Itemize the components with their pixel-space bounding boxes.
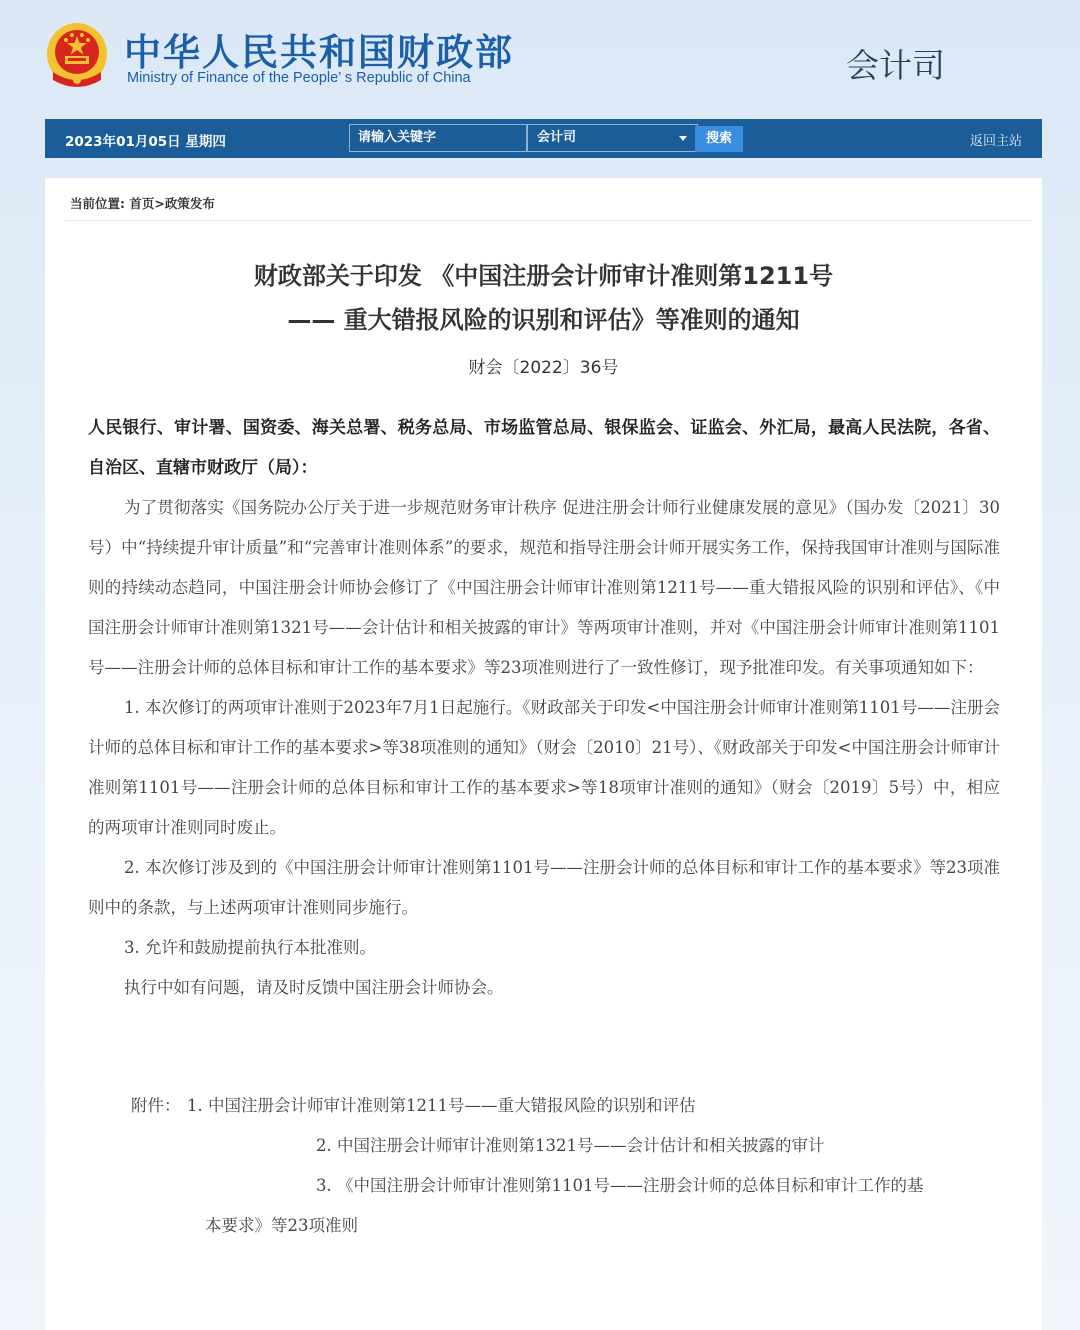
site-title-en: Ministry of Finance of the People’ s Republic of China: [127, 70, 471, 86]
section-select-value: 会计司: [537, 130, 577, 145]
search-input[interactable]: [349, 124, 527, 152]
breadcrumb-home-link[interactable]: 首页: [129, 196, 155, 211]
attachment-link-1[interactable]: 1. 中国注册会计师审计准则第1211号——重大错报风险的识别和评估: [187, 1096, 696, 1115]
breadcrumb-label: 当前位置:: [70, 196, 125, 211]
article-title-line-2: —— 重大错报风险的识别和评估》等准则的通知: [287, 306, 800, 334]
attachment-link-3-continued[interactable]: 本要求》等23项准则: [205, 1216, 358, 1235]
search-button[interactable]: 搜索: [695, 126, 743, 152]
top-nav-bar: [45, 119, 1042, 158]
body-paragraph: 1. 本次修订的两项审计准则于2023年7月1日起施行。《财政部关于印发<中国注册会计师审计准则第1101号——注册会计师的总体目标和审计工作的基本要求>等38项准则的通知》（财会〔2010〕21号）、《财政部关于印发<中国注册会计师审计准则第1101号——注册会计师的总体目标和审计工作的基本要求>等18项审计准则的通知》（财会〔2019〕5号）中，相应的两项审计准则同时废止。: [88, 698, 1000, 837]
article-title-line-1: 财政部关于印发 《中国注册会计师审计准则第1211号: [253, 262, 834, 290]
article-body: [88, 408, 1000, 1008]
attachments-label: 附件：: [131, 1096, 181, 1115]
breadcrumb-divider: [65, 220, 1032, 221]
attachment-link-3[interactable]: 3. 《中国注册会计师审计准则第1101号——注册会计师的总体目标和审计工作的基: [316, 1176, 924, 1195]
document-number: 财会〔2022〕36号: [468, 358, 619, 378]
body-paragraph: 执行中如有问题，请及时反馈中国注册会计师协会。: [124, 978, 504, 997]
section-select[interactable]: [527, 124, 698, 152]
breadcrumb-current-link[interactable]: 政策发布: [164, 196, 215, 211]
site-header: [0, 0, 1080, 118]
breadcrumb: [70, 194, 215, 212]
body-paragraph: 3. 允许和鼓励提前执行本批准则。: [124, 938, 376, 957]
addressee: 人民银行、审计署、国资委、海关总署、税务总局、市场监管总局、银保监会、证监会、外汇局，最高人民法院，各省、自治区、直辖市财政厅（局）：: [88, 418, 1000, 478]
chevron-down-icon: [679, 136, 687, 141]
current-date: 2023年01月05日 星期四: [65, 134, 226, 150]
department-title: 会计司: [846, 46, 945, 85]
body-paragraph: 2. 本次修订涉及到的《中国注册会计师审计准则第1101号——注册会计师的总体目标和审计工作的基本要求》等23项准则中的条款，与上述两项审计准则同步施行。: [88, 858, 1000, 917]
attachment-link-2[interactable]: 2. 中国注册会计师审计准则第1321号——会计估计和相关披露的审计: [316, 1136, 825, 1155]
article-container: [45, 178, 1042, 1330]
site-title-cn: 中华人民共和国财政部: [124, 31, 514, 74]
body-paragraph: 为了贯彻落实《国务院办公厅关于进一步规范财务审计秩序 促进注册会计师行业健康发展的意见》（国办发〔2021〕30号）中“持续提升审计质量”和“完善审计准则体系”的要求，规范和指导注册会计师开展实务工作，保持我国审计准则与国际准则的持续动态趋同，中国注册会计师协会修订了《中国注册会计师审计准则第1211号——重大错报风险的识别和评估》、《中国注册会计师审计准则第1321号——会计估计和相关披露的审计》等两项审计准则，并对《中国注册会计师审计准则第1101号——注册会计师的总体目标和审计工作的基本要求》等23项准则进行了一致性修订，现予批准印发。有关事项通知如下：: [88, 498, 1000, 677]
return-home-link[interactable]: 返回主站: [969, 134, 1022, 149]
national-emblem-icon: [45, 22, 109, 90]
breadcrumb-separator: >: [154, 196, 165, 211]
